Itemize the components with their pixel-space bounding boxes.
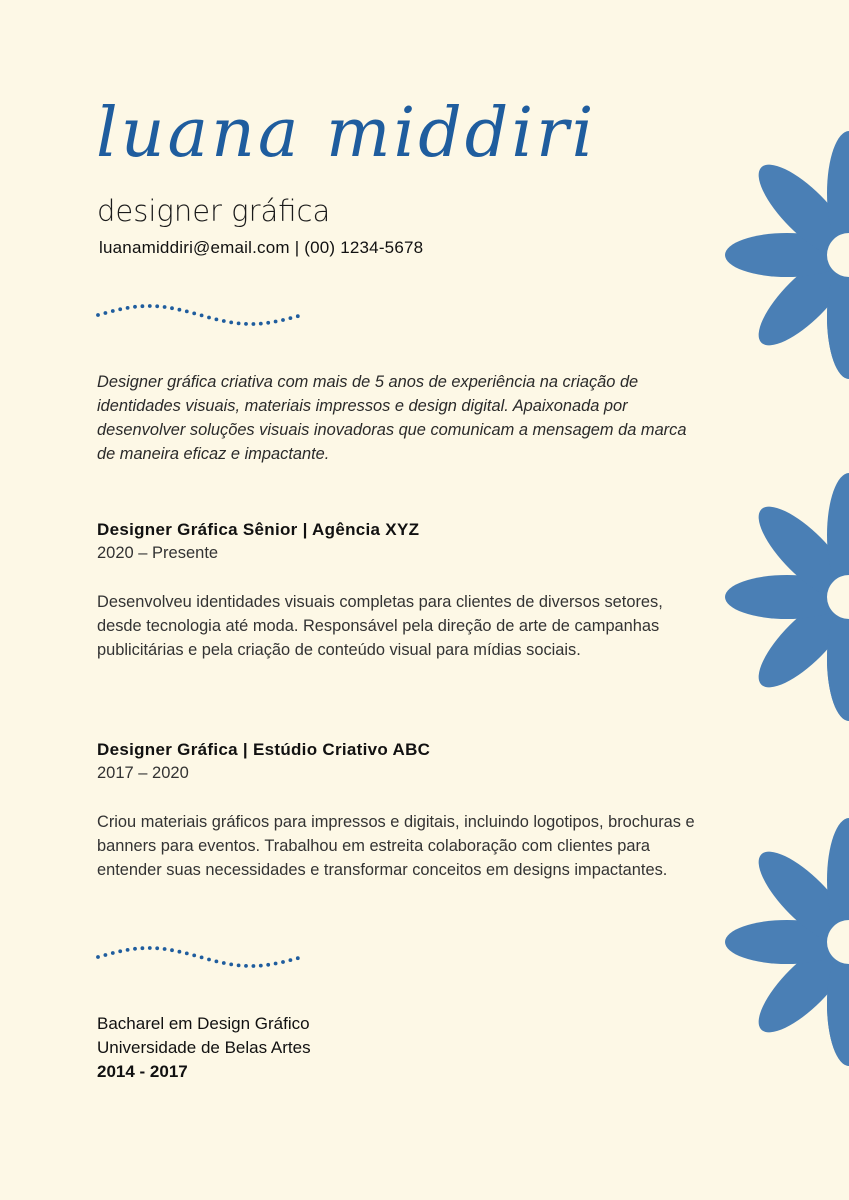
wave-dot <box>141 304 145 308</box>
wave-dot <box>244 322 248 326</box>
wave-dot <box>111 951 115 955</box>
wave-dot <box>252 322 256 326</box>
wave-dot <box>192 312 196 316</box>
job-period-2: 2017 – 2020 <box>97 764 189 782</box>
wave-dot <box>289 958 293 962</box>
wave-dot <box>259 322 263 326</box>
dotted-wave-icon <box>94 942 306 972</box>
flower-icon <box>720 125 849 385</box>
wave-dot <box>155 304 159 308</box>
wave-dot <box>155 946 159 950</box>
wave-dot <box>111 309 115 313</box>
job-title-2: Designer Gráfica | Estúdio Criativo ABC <box>97 740 431 759</box>
wave-dot <box>170 306 174 310</box>
wave-dot <box>207 958 211 962</box>
wave-dot <box>141 946 145 950</box>
wave-dot <box>266 963 270 967</box>
education-years: 2014 - 2017 <box>97 1062 188 1081</box>
wave-dot <box>178 308 182 312</box>
wave-dot <box>289 316 293 320</box>
wave-dot <box>222 319 226 323</box>
wave-dot <box>237 964 241 968</box>
wave-dot <box>163 947 167 951</box>
wave-dot <box>192 954 196 958</box>
wave-dot <box>104 953 108 957</box>
wave-dot <box>207 316 211 320</box>
wave-dot <box>148 304 152 308</box>
wave-dot <box>281 960 285 964</box>
wave-dot <box>244 964 248 968</box>
wave-dot <box>222 961 226 965</box>
wave-dot <box>133 305 137 309</box>
wave-dot <box>215 318 219 322</box>
wave-dot <box>229 963 233 967</box>
wave-dot <box>296 956 300 960</box>
wave-dot <box>185 952 189 956</box>
wave-dot <box>200 956 204 960</box>
profile-summary: Designer gráfica criativa com mais de 5 anos de experiência na criação de identidades visuais, materiais impressos e design digital. Apaixonada por desenvolver soluções visuais inovadoras que comunicam a mensagem da marca de maneira eficaz e impactante. <box>97 373 687 463</box>
wave-dot <box>96 313 100 317</box>
wave-dot <box>281 318 285 322</box>
wave-dot <box>178 950 182 954</box>
wave-dot <box>229 321 233 325</box>
flower-icon <box>720 812 849 1072</box>
contact-line: luanamiddiri@email.com | (00) 1234-5678 <box>99 238 424 257</box>
wave-dot <box>266 321 270 325</box>
wave-dot <box>163 305 167 309</box>
job-period-1: 2020 – Presente <box>97 544 219 562</box>
wave-dot <box>296 314 300 318</box>
job-description-1: Desenvolveu identidades visuais completas para clientes de diversos setores, desde tecnologia até moda. Responsável pela direção de arte de campanhas publicitárias e pela criação de conteúdo visual para mídias sociais. <box>97 593 663 659</box>
wave-dot <box>104 311 108 315</box>
wave-dot <box>96 955 100 959</box>
dotted-wave-icon <box>94 300 306 330</box>
job-description-2: Criou materiais gráficos para impressos e digitais, incluindo logotipos, brochuras e banners para eventos. Trabalhou em estreita colaboração com clientes para entender suas necessidades e transformar conceitos em designs impactantes. <box>97 813 695 879</box>
resume-name: luana middiri <box>96 94 597 173</box>
wave-dot <box>126 306 130 310</box>
wave-dot <box>170 948 174 952</box>
wave-dot <box>215 960 219 964</box>
education-degree: Bacharel em Design Gráfico <box>97 1014 310 1033</box>
job-title-1: Designer Gráfica Sênior | Agência XYZ <box>97 520 420 539</box>
wave-dot <box>252 964 256 968</box>
wave-dot <box>118 307 122 311</box>
wave-dot <box>118 949 122 953</box>
wave-dot <box>185 310 189 314</box>
wave-dot <box>126 948 130 952</box>
wave-dot <box>274 962 278 966</box>
wave-dot <box>237 322 241 326</box>
wave-dot <box>274 320 278 324</box>
education-section <box>97 1012 311 1084</box>
wave-dot <box>148 946 152 950</box>
wave-dot <box>200 314 204 318</box>
flower-icon <box>720 467 849 727</box>
job-role: designer gráfica <box>97 194 331 228</box>
wave-dot <box>133 947 137 951</box>
wave-dot <box>259 964 263 968</box>
education-school: Universidade de Belas Artes <box>97 1038 311 1057</box>
